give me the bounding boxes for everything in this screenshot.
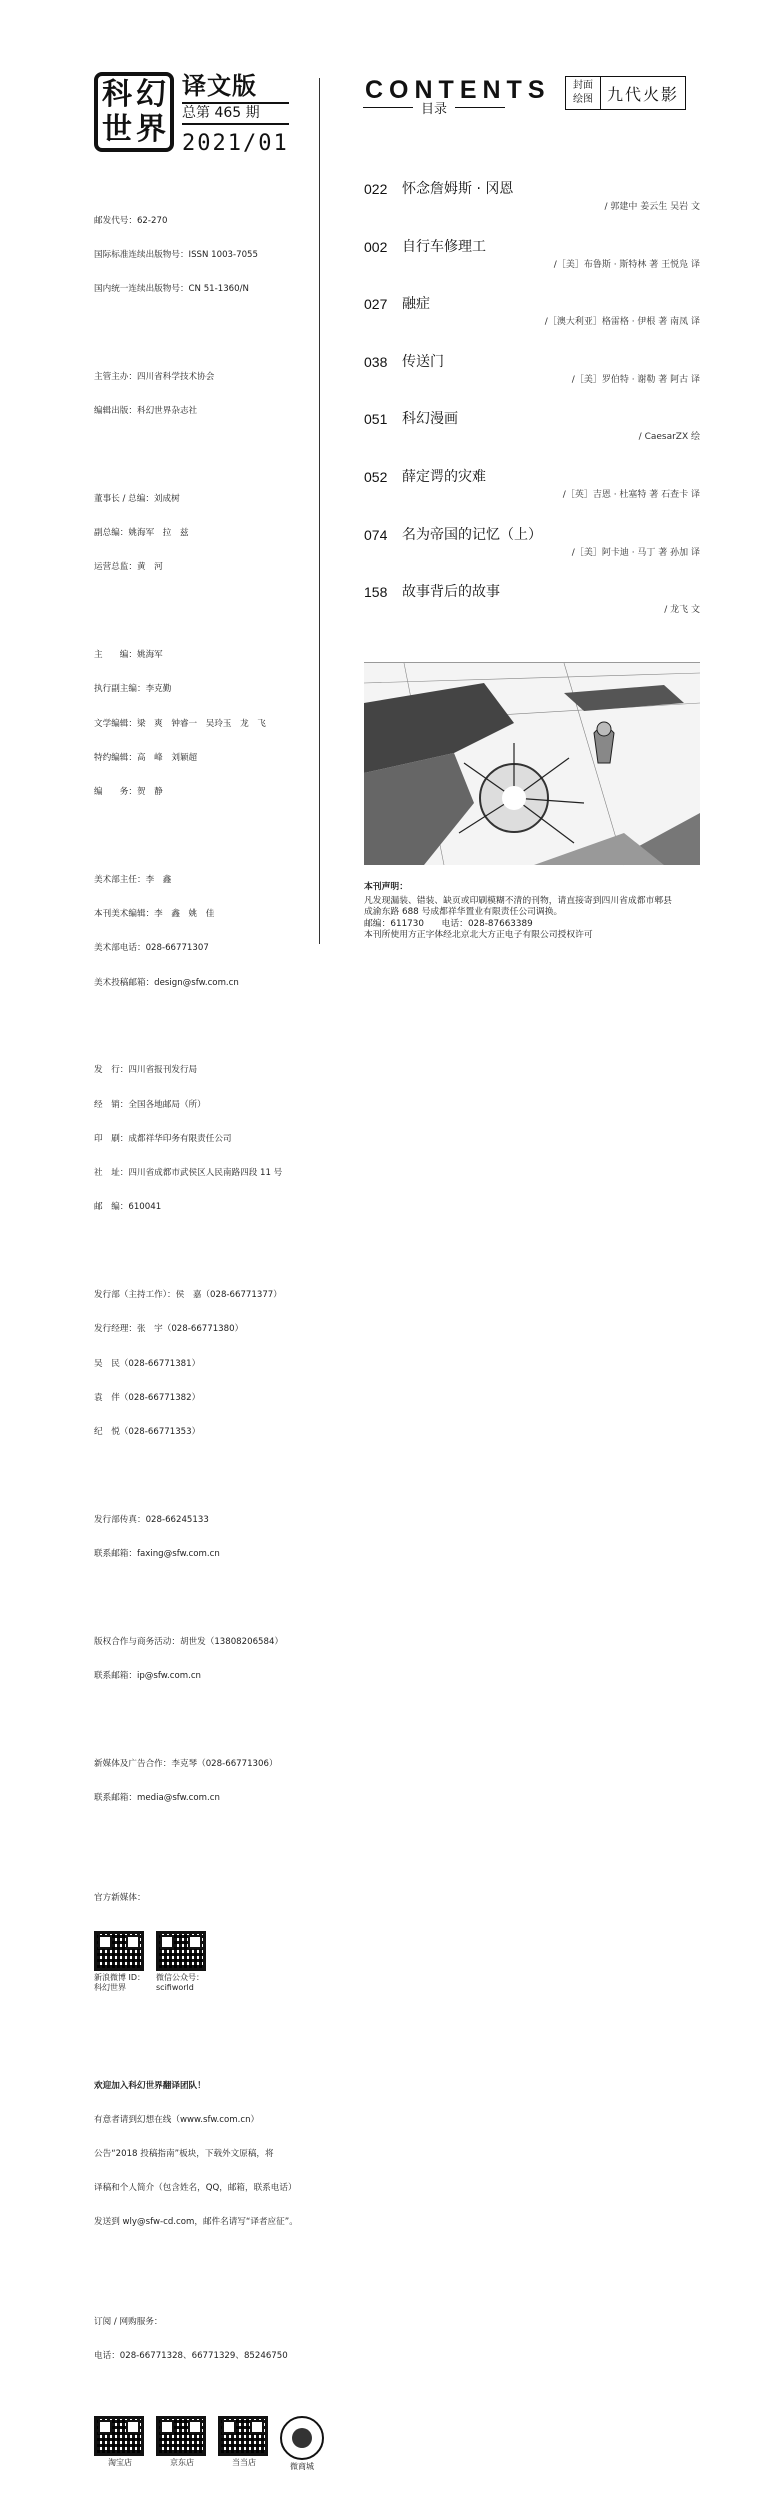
imprint-line: 文学编辑：梁 爽 钟睿一 吴玲玉 龙 飞: [94, 718, 266, 729]
shop-label: 当当店: [232, 2457, 256, 2467]
copyright-contacts: [94, 1614, 314, 1705]
publishing-info: [94, 1043, 314, 1237]
imprint-line: 新媒体及广告合作：李克琴（028-66771306）: [94, 1759, 278, 1770]
imprint-line: 副总编：姚海军 拉 兹: [94, 528, 189, 539]
logo-char: 界: [136, 112, 166, 147]
masthead-info: [182, 72, 289, 156]
toc-entry[interactable]: [364, 410, 700, 468]
toc-entry[interactable]: [364, 583, 700, 641]
contents-title: CONTENTS: [365, 76, 551, 104]
social-title: 官方新媒体：: [94, 1892, 146, 1903]
toc-entry[interactable]: [364, 353, 700, 411]
imprint-line: 纪 悦（028-66771353）: [94, 1427, 201, 1438]
imprint-line: 国内统一连续出版物号：CN 51-1360/N: [94, 284, 249, 295]
imprint-line: 主管主办：四川省科学技术协会: [94, 371, 215, 382]
notice-line: 邮编：611730 电话：028-87663389: [364, 918, 533, 929]
imprint-line: 联系邮箱：media@sfw.com.cn: [94, 1793, 220, 1804]
notice-line: 本刊所使用方正字体经北京北大方正电子有限公司授权许可: [364, 930, 593, 941]
recruit-line: 欢迎加入科幻世界翻译团队！: [94, 2080, 206, 2091]
weibo-qr: [94, 1931, 146, 1993]
page-number: 158: [364, 584, 388, 601]
translator-recruit: [94, 2058, 314, 2252]
imprint-line: 邮 编：610041: [94, 1202, 162, 1213]
fax-contacts: [94, 1492, 314, 1583]
logo-char: 科: [102, 77, 132, 112]
notice-line: 成渝东路 688 号成都祥华置业有限责任公司调换。: [364, 907, 563, 918]
shop-qr: [94, 2416, 146, 2472]
wechat-qr: [156, 1931, 208, 1993]
imprint-line: 董事长 / 总编：刘成树: [94, 493, 180, 504]
column-divider: [319, 78, 320, 944]
imprint-line: 吴 民（028-66771381）: [94, 1358, 201, 1369]
qr-code-icon: [94, 2416, 144, 2456]
toc-entry[interactable]: [364, 238, 700, 296]
qr-code-icon: [156, 2416, 206, 2456]
masthead: [94, 72, 314, 156]
toc-entry[interactable]: [364, 468, 700, 526]
page-number: 002: [364, 238, 388, 255]
magazine-logo: [94, 72, 174, 152]
logo-char: 幻: [136, 77, 166, 112]
article-title: 怀念詹姆斯 · 冈恩: [402, 181, 514, 197]
toc-entry[interactable]: [364, 295, 700, 353]
article-credit: / 龙飞 文: [664, 605, 700, 616]
imprint-line: 社 址：四川省成都市武侯区人民南路四段 11 号: [94, 1168, 283, 1179]
imprint-line: 经 销：全国各地邮局（所）: [94, 1099, 206, 1110]
article-title: 融症: [402, 296, 430, 313]
left-column: [94, 72, 314, 2495]
notice-line: 凡发现漏装、错装、缺页或印刷模糊不清的刊物，请直接寄到四川省成都市郫县: [364, 895, 672, 906]
imprint-line: 编辑出版：科幻世界杂志社: [94, 406, 198, 417]
imprint-line: 编 务：贺 静: [94, 787, 163, 798]
page-number: 051: [364, 411, 388, 428]
imprint-line: 运营总监：黄 河: [94, 562, 163, 573]
cover-tag-line: 封面: [573, 80, 593, 91]
imprint-line: 美术部电话：028-66771307: [94, 943, 209, 954]
issue-number: 总第 465 期: [182, 102, 289, 125]
shop-label: 微商城: [290, 2461, 314, 2471]
article-title: 科幻漫画: [402, 411, 458, 428]
article-credit: /［澳大利亚］格雷格 · 伊根 著 南凤 译: [544, 317, 700, 328]
article-title: 故事背后的故事: [402, 584, 500, 601]
table-of-contents: [364, 180, 700, 641]
imprint-line: 国际标准连续出版物号：ISSN 1003-7055: [94, 249, 258, 260]
article-title: 自行车修理工: [402, 238, 486, 255]
cover-illustration: [364, 662, 700, 864]
cover-tag-line: 绘图: [573, 94, 593, 105]
leadership-info: [94, 471, 314, 596]
qr-code-icon: [218, 2416, 268, 2456]
contents-subtitle: 目录: [421, 98, 447, 117]
sponsor-info: [94, 349, 314, 440]
imprint-line: 美术投稿邮箱：design@sfw.com.cn: [94, 977, 239, 988]
imprint-line: 印 刷：成都祥华印务有限责任公司: [94, 1133, 232, 1144]
imprint-line: 袁 伴（028-66771382）: [94, 1392, 201, 1403]
imprint-line: 执行副主编：李克勤: [94, 684, 172, 695]
imprint-line: 发行部（主持工作）：侯 嘉（028-66771377）: [94, 1290, 282, 1301]
shop-qr: [280, 2416, 324, 2472]
imprint-line: 特约编辑：高 峰 刘颖超: [94, 752, 198, 763]
imprint-line: 美术部主任：李 鑫: [94, 874, 172, 885]
edition-label: 译文版: [182, 72, 257, 100]
recruit-line: 公告“2018 投稿指南”板块，下载外文原稿，将: [94, 2149, 274, 2159]
article-title: 传送门: [402, 353, 444, 370]
article-credit: /［美］布鲁斯 · 斯特林 著 王悦凫 译: [553, 259, 700, 270]
article-title: 薛定谔的灾难: [402, 468, 486, 485]
notice-title: 本刊声明：: [364, 882, 408, 892]
cover-artwork-title: 九代火影: [601, 76, 686, 110]
media-contacts: [94, 1736, 314, 1827]
order-title: 订阅 / 网购服务：: [94, 2316, 163, 2327]
issue-date: 2021/01: [182, 131, 289, 156]
imprint-line: 发行部传真：028-66245133: [94, 1514, 209, 1525]
shop-qr: [156, 2416, 208, 2472]
cover-credit: [565, 76, 686, 110]
recruit-line: 有意者请到幻想在线（www.sfw.com.cn）: [94, 2114, 260, 2125]
article-credit: /［美］罗伯特 · 谢勒 著 阿古 译: [571, 374, 700, 385]
publication-codes: [94, 193, 314, 318]
imprint-line: 发行经理：张 宇（028-66771380）: [94, 1324, 244, 1335]
article-credit: /［美］阿卡迪 · 马丁 著 孙加 译: [571, 547, 700, 558]
logo-char: 世: [102, 112, 132, 147]
shop-qr: [218, 2416, 270, 2472]
imprint-line: 主 编：姚海军: [94, 650, 163, 661]
space-battle-illustration: [364, 663, 700, 865]
page-number: 022: [364, 181, 388, 197]
distribution-contacts: [94, 1267, 314, 1461]
toc-entry[interactable]: [364, 526, 700, 584]
art-department: [94, 852, 314, 1012]
recruit-line: 发送到 wly@sfw-cd.com，邮件名请写“译者应征”。: [94, 2217, 298, 2228]
article-title: 名为帝国的记忆（上）: [402, 526, 542, 543]
shop-label: 淘宝店: [108, 2457, 132, 2467]
qr-caption: 新浪微博 ID： 科幻世界: [94, 1972, 146, 1992]
mini-program-code-icon: [280, 2416, 324, 2460]
page-number: 074: [364, 526, 388, 543]
imprint-line: 联系邮箱：faxing@sfw.com.cn: [94, 1549, 220, 1560]
qr-code-icon: [156, 1931, 206, 1971]
shop-qr-row: [94, 2416, 314, 2472]
publisher-notice: [364, 882, 700, 942]
imprint-line: 版权合作与商务活动：胡世发（13808206584）: [94, 1636, 284, 1647]
editorial-staff: [94, 627, 314, 821]
shop-label: 京东店: [170, 2457, 194, 2467]
imprint-line: 邮发代号：62-270: [94, 215, 168, 226]
page-number: 052: [364, 468, 388, 485]
qr-code-icon: [94, 1931, 144, 1971]
order-service: [94, 2294, 314, 2385]
social-media: [94, 1870, 314, 2016]
page-number: 038: [364, 353, 388, 370]
article-credit: / CaesarZX 绘: [638, 432, 700, 443]
recruit-line: 译稿和个人简介（包含姓名，QQ，邮箱，联系电话）: [94, 2183, 297, 2194]
imprint-line: 联系邮箱：ip@sfw.com.cn: [94, 1671, 201, 1682]
toc-entry[interactable]: [364, 180, 700, 238]
article-credit: / 郭建中 姜云生 吴岩 文: [604, 202, 700, 212]
cover-tag: [565, 76, 601, 110]
imprint-block: [94, 170, 314, 2495]
page-number: 027: [364, 296, 388, 313]
article-credit: /［英］吉恩 · 杜塞特 著 石查卡 译: [562, 489, 700, 500]
order-phone: 电话：028-66771328、66771329、85246750: [94, 2350, 288, 2361]
imprint-line: 本刊美术编辑：李 鑫 姚 佳: [94, 909, 215, 920]
qr-caption: 微信公众号： scifiworld: [156, 1972, 204, 1992]
contents-header: [365, 76, 700, 116]
imprint-line: 发 行：四川省报刊发行局: [94, 1065, 198, 1076]
